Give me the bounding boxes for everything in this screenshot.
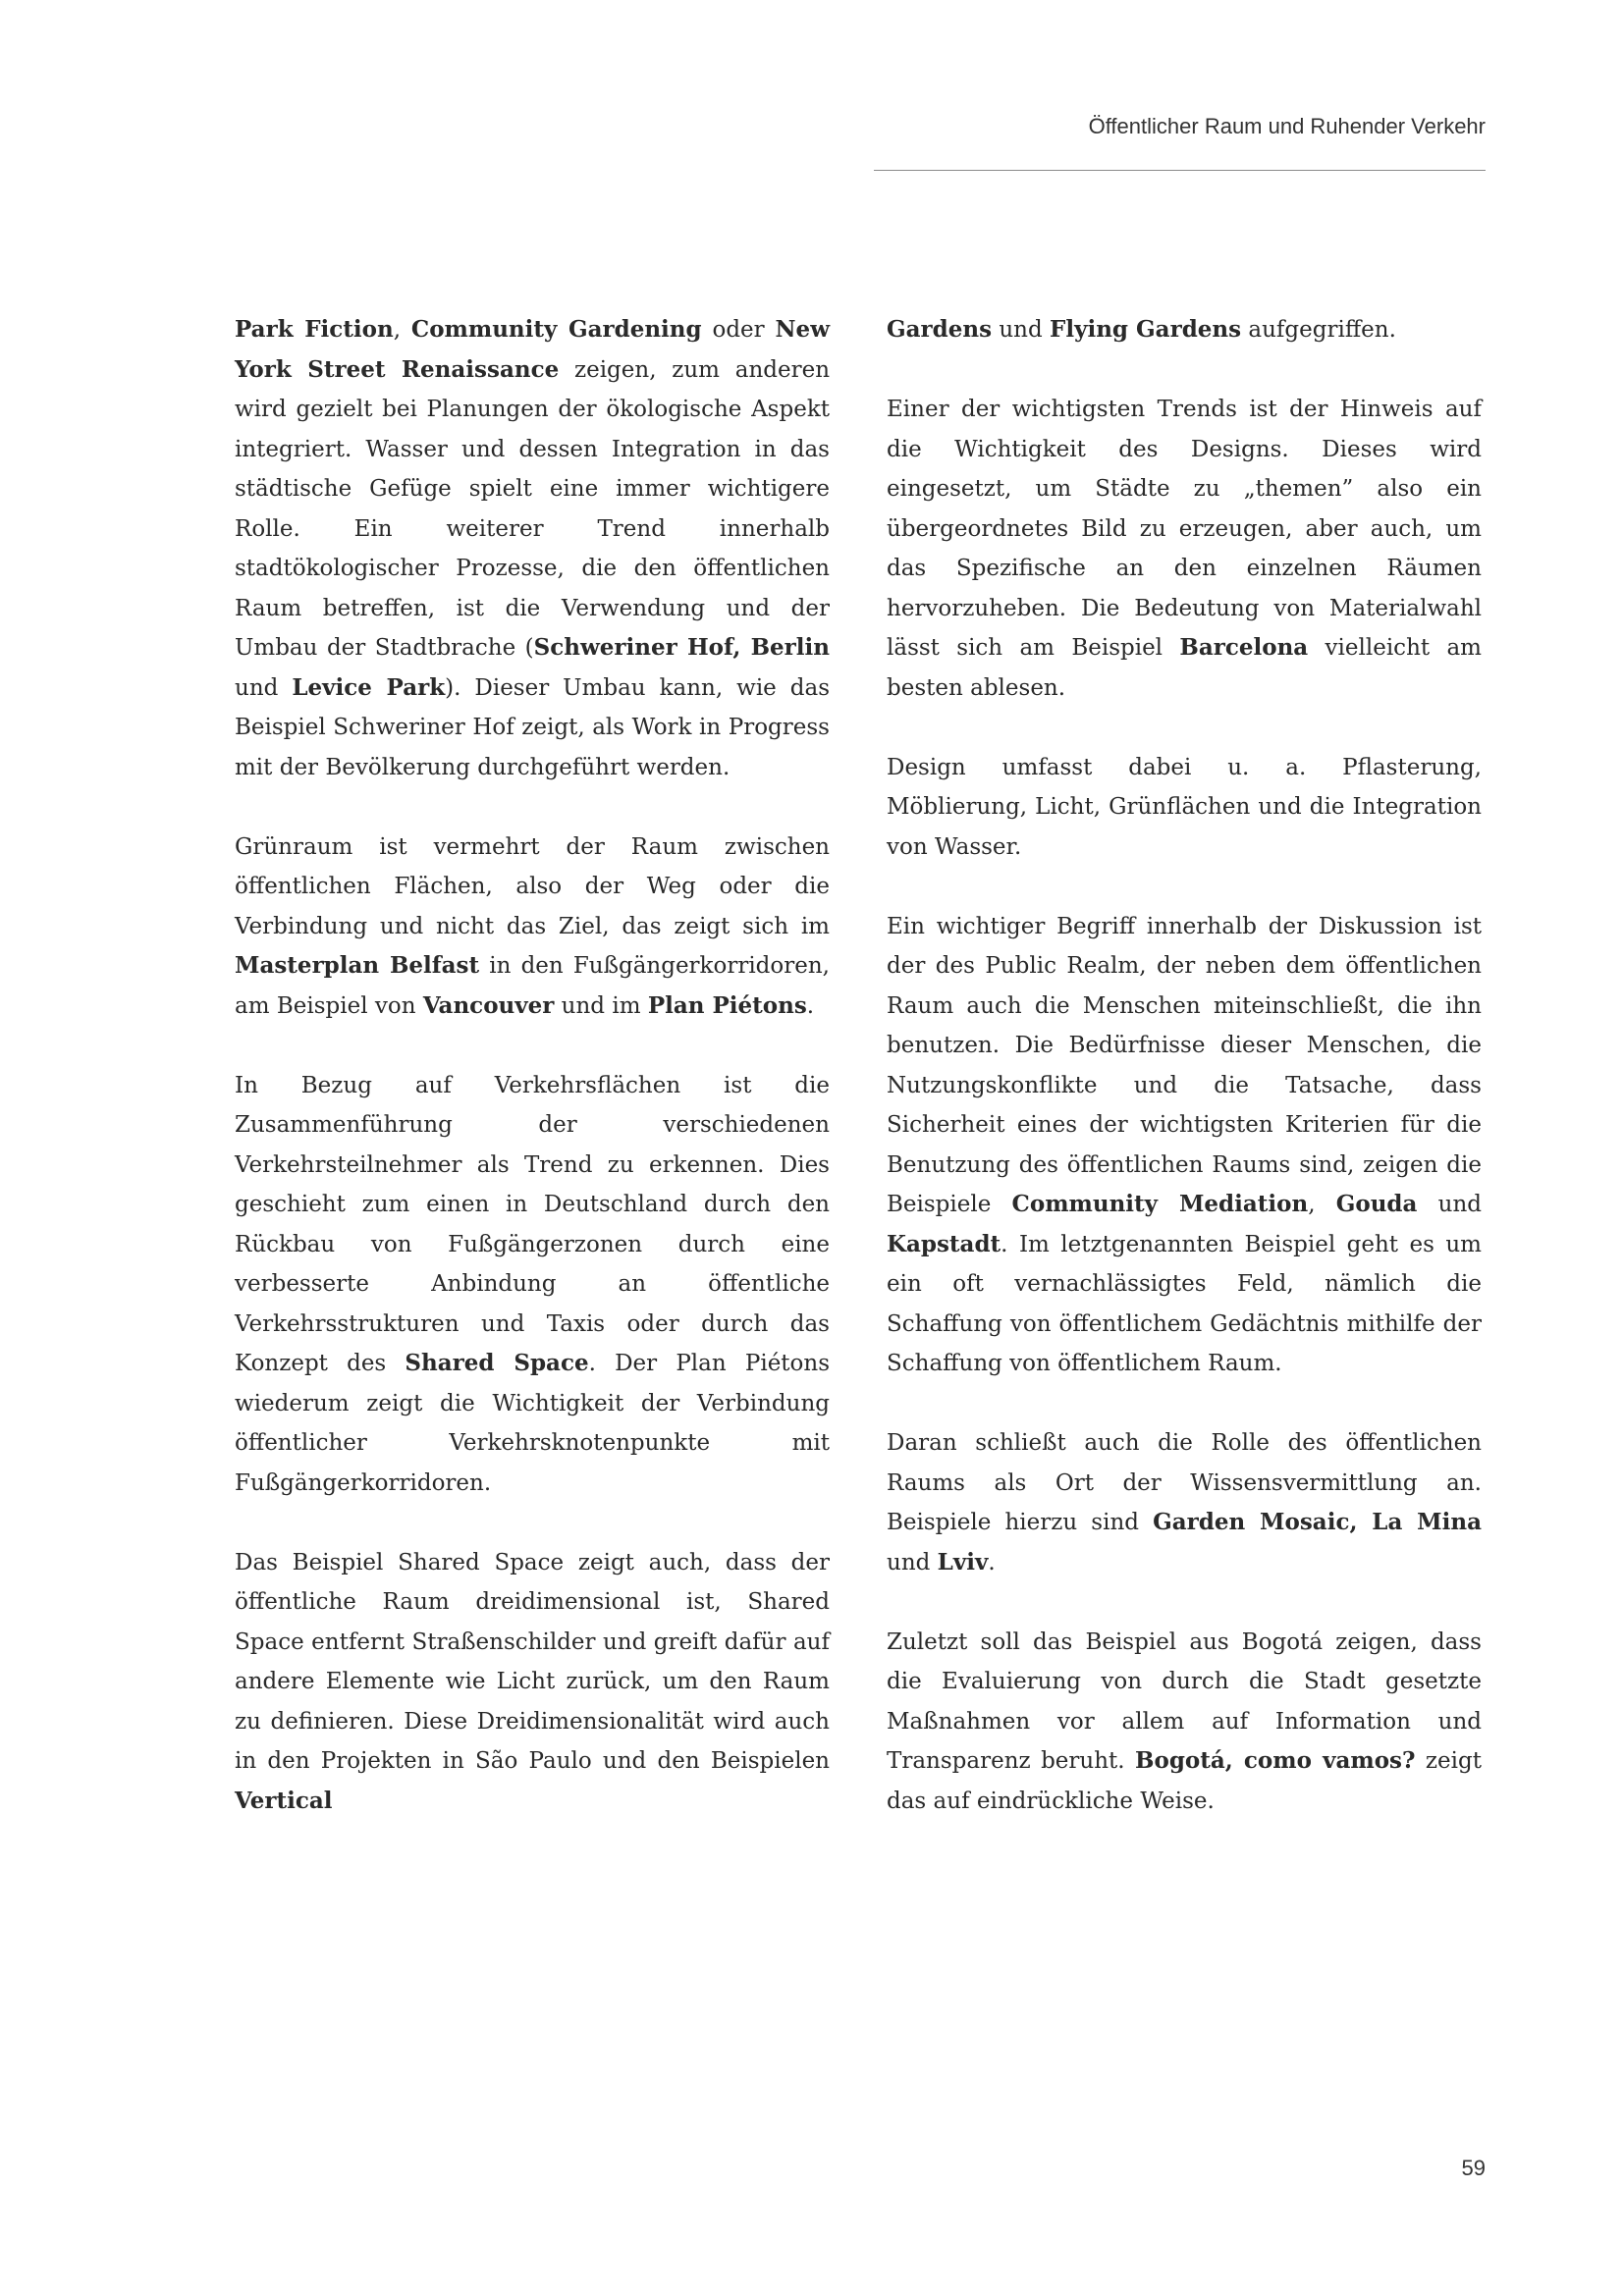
text-segment: Grünraum ist vermehrt der Raum zwischen öffentlichen Flächen, also der Weg oder die Verbindung und nicht das Ziel, das zeigt sich im: [235, 833, 830, 939]
bold-term: Schweriner Hof, Berlin: [533, 634, 830, 661]
bold-term: Community Mediation: [1011, 1191, 1309, 1217]
bold-term: Garden Mosaic, La Mina: [1153, 1509, 1482, 1535]
paragraph: [887, 748, 1482, 868]
page-number: 59: [1461, 2156, 1486, 2180]
text-segment: ,: [1308, 1192, 1336, 1217]
bold-term: Community Gardening: [410, 316, 702, 343]
running-header: Öffentlicher Raum und Ruhender Verkehr: [1088, 114, 1486, 138]
text-segment: und: [235, 674, 293, 701]
text-segment: und: [1417, 1192, 1482, 1217]
paragraph: [887, 1623, 1482, 1822]
bold-term: Gouda: [1335, 1191, 1418, 1217]
bold-term: Levice Park: [292, 673, 446, 701]
text-segment: Einer der wichtigsten Trends ist der Hinweis auf die Wichtigkeit des Designs. Dieses wird eingesetzt, um Städte zu „themen” also ein übergeordnetes Bild zu erzeugen, aber auch, um das Spezifische an den einzelnen Räumen hervorzuheben. Die Bedeutung von Materialwahl lässt sich am Beispiel: [887, 397, 1482, 661]
text-segment: . Im letztgenannten Beispiel geht es um ein oft vernachlässigtes Feld, nämlich die Schaffung von öffentlichem Gedächtnis mithilfe der Schaffung von öffentlichem Raum.: [887, 1231, 1482, 1376]
text-segment: In Bezug auf Verkehrsflächen ist die Zusammenführung der verschiedenen Verkehrsteilnehmer als Trend zu erkennen. Dies geschieht zum einen in Deutschland durch den Rückbau von Fußgängerzonen durch eine verbesserte Anbindung an öffentliche Verkehrsstrukturen und Taxis oder durch das Konzept des: [235, 1072, 830, 1376]
text-segment: .: [988, 1549, 996, 1575]
paragraph: [887, 1423, 1482, 1582]
paragraph: [235, 1543, 830, 1822]
text-segment: Design umfasst dabei u. a. Pflasterung, Möblierung, Licht, Grünflächen und die Integration von Wasser.: [887, 754, 1482, 860]
paragraph: [235, 828, 830, 1027]
bold-term: Vancouver: [422, 991, 555, 1019]
text-segment: und im: [554, 992, 648, 1019]
text-segment: Daran schließt auch die Rolle des öffentlichen Raums als Ort der Wissensvermittlung an. Beispiele hierzu sind: [887, 1430, 1482, 1535]
header-divider: [874, 170, 1486, 171]
paragraph: [235, 310, 830, 787]
text-segment: ). Dieser Umbau kann, wie das Beispiel Schweriner Hof zeigt, als Work in Progress mit der Bevölkerung durchgeführt werden.: [235, 674, 830, 780]
text-segment: und: [992, 317, 1051, 343]
text-column-left: [235, 310, 830, 1861]
text-segment: aufgegriffen.: [1241, 317, 1396, 343]
bold-term: Gardens: [887, 316, 993, 343]
bold-term: Masterplan Belfast: [235, 952, 480, 979]
bold-term: Park Fiction: [235, 316, 394, 343]
text-segment: oder: [701, 317, 776, 343]
text-segment: Das Beispiel Shared Space zeigt auch, dass der öffentliche Raum dreidimensional ist, Shared Space entfernt Straßenschilder und greift dafür auf andere Elemente wie Licht zurück, um den Raum zu definieren. Diese Dreidimensionalität wird auch in den Projekten in São Paulo und den Beispielen: [235, 1549, 830, 1774]
text-segment: Zuletzt soll das Beispiel aus Bogotá zeigen, dass die Evaluierung von durch die Stadt gesetzte Maßnahmen vor allem auf Information und Transparenz beruht.: [887, 1629, 1482, 1774]
bold-term: Bogotá, como vamos?: [1135, 1747, 1416, 1774]
paragraph: [887, 907, 1482, 1384]
text-segment: ,: [393, 317, 411, 343]
bold-term: Plan Piétons: [647, 991, 807, 1019]
text-segment: vielleicht am besten ablesen.: [887, 635, 1482, 701]
bold-term: Barcelona: [1179, 634, 1309, 661]
text-segment: und: [887, 1549, 938, 1575]
paragraph: [887, 310, 1482, 350]
text-segment: in den Fußgängerkorridoren, am Beispiel von: [235, 953, 830, 1019]
paragraph: [887, 390, 1482, 708]
paragraph: [235, 1066, 830, 1504]
text-segment: Ein wichtiger Begriff innerhalb der Diskussion ist der des Public Realm, der neben dem öffentlichen Raum auch die Menschen miteinschließt, die ihn benutzen. Die Bedürfnisse dieser Menschen, die Nutzungskonflikte und die Tatsache, dass Sicherheit eines der wichtigsten Kriterien für die Benutzung des öffentlichen Raums sind, zeigen die Beispiele: [887, 913, 1482, 1217]
text-segment: zeigen, zum anderen wird gezielt bei Planungen der ökologische Aspekt integriert. Wasser und dessen Integration in das städtische Gefüge spielt eine immer wichtigere Rolle. Ein weiterer Trend innerhalb stadtökologischer Prozesse, die den öffentlichen Raum betreffen, ist die Verwendung und der Umbau der Stadtbrache (: [235, 356, 831, 661]
text-column-right: [887, 310, 1482, 1861]
bold-term: Shared Space: [405, 1350, 589, 1376]
bold-term: New York Street Renaissance: [235, 316, 830, 383]
bold-term: Lviv: [937, 1548, 989, 1575]
bold-term: Vertical: [235, 1787, 333, 1814]
bold-term: Flying Gardens: [1050, 316, 1242, 343]
bold-term: Kapstadt: [887, 1230, 1001, 1257]
text-segment: zeigt das auf eindrückliche Weise.: [887, 1748, 1482, 1814]
text-segment: .: [806, 992, 815, 1019]
text-segment: . Der Plan Piétons wiederum zeigt die Wichtigkeit der Verbindung öffentlicher Verkehrsknotenpunkte mit Fußgängerkorridoren.: [235, 1351, 831, 1496]
